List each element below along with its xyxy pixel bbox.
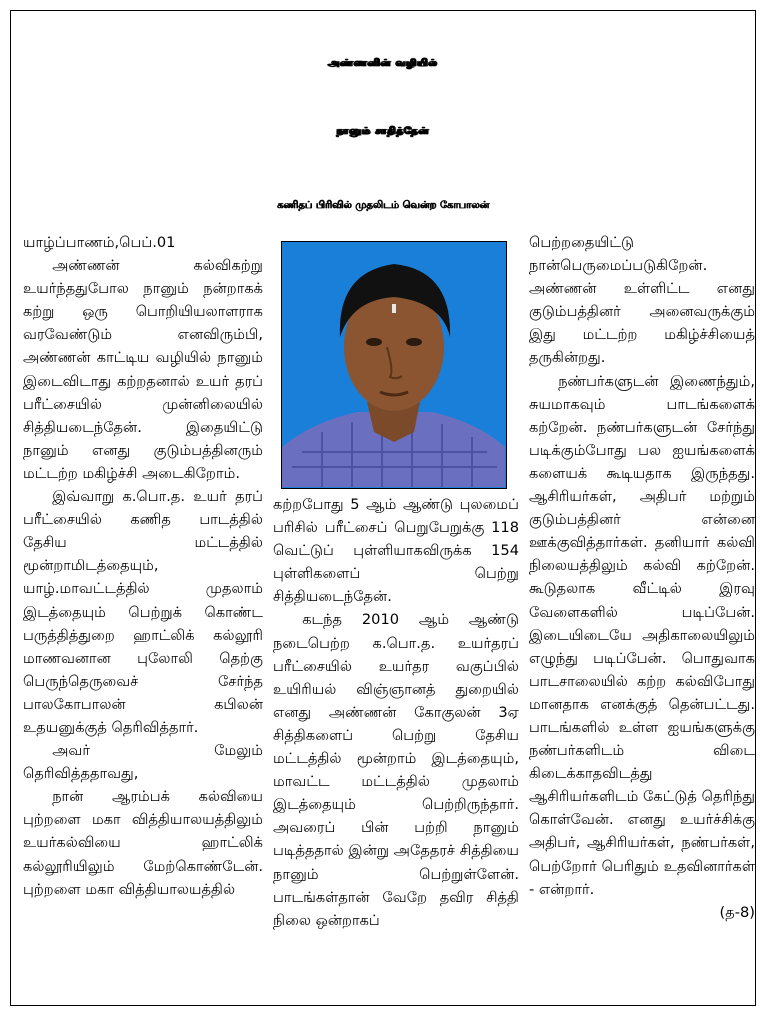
paragraph: நான் ஆரம்பக் கல்வியை புற்றளை மகா வித்தியாலயத்திலும் உயர்கல்வியை ஹாட்லிக் கல்லூரியிலும் மேற்கொண்டேன். புற்றளை மகா வித்தியாலயத்தில் [23, 788, 263, 898]
paragraph: கடந்த 2010 ஆம் ஆண்டு நடைபெற்ற க.பொ.த. உயர்தரப் பரீட்சையில் உயர்தர வகுப்பில் உயிரியல் விஞ்ஞானத் துறையில் எனது அண்ணன் கோகுலன் 3ஏ சித்திகளைப் பெற்று தேசிய மட்டத்தில் மூன்றாம் இடத்தையும், மாவட்ட மட்டத்தில் முதலாம் இடத்தையும் பெற்றிருந்தார். அவரைப் பின் பற்றி நானும் படித்ததால் இன்று அதேதரச் சித்தியை நானும் பெற்றுள்ளேன். பாடங்கள்தான் வேறே தவிர சித்தி நிலை ஒன்றாகப் [273, 611, 519, 929]
article-column-3 [529, 231, 755, 924]
paragraph: அண்ணன் கல்விகற்று உயர்ந்ததுபோல நானும் நன்றாகக் கற்று ஒரு பொறியியலாளராக வரவேண்டும் எனவிரும்பி, அண்ணன் காட்டிய வழியில் நானும் இடைவிடாது கற்றதனால் உயர் தரப் பரீட்சையில் முன்னிலையில் சித்தியடைந்தேன். இதையிட்டு நானும் எனது குடும்பத்தினரும் மட்டற்ற மகிழ்ச்சி அடைகிறோம். [23, 257, 263, 482]
student-photo [281, 241, 507, 489]
dateline: யாழ்ப்பாணம்,பெப்.01 [23, 234, 176, 251]
subheadline: கணிதப் பிரிவில் முதலிடம் வென்ற கோபாலன் [276, 200, 490, 211]
article-column-1 [23, 231, 263, 901]
paragraph: அவர் மேலும் தெரிவித்ததாவது, [23, 742, 263, 783]
reporter-code: (த-8) [719, 903, 755, 921]
headline-line-2: நானும் சாதித்தேன் [336, 126, 430, 137]
paragraph: பெற்றதையிட்டு நான்பெருமைப்படுகிறேன். அண்ணன் உள்ளிட்ட எனது குடும்பத்தினர் அனைவருக்கும் இது மட்டற்ற மகிழ்ச்சியைத் தருகின்றது. [529, 234, 755, 367]
paragraph: கற்றபோது 5 ஆம் ஆண்டு புலமைப் பரிசில் பரீட்சைப் பெறுபேறுக்கு 118 வெட்டுப் புள்ளியாகவிருக்க 154 புள்ளிகளைப் பெற்று சித்தியடைந்தேன். [273, 496, 519, 606]
portrait-image [282, 242, 505, 487]
paragraph: நண்பர்களுடன் இணைந்தும், சுயமாகவும் பாடங்களைக் கற்றேன். நண்பர்களுடன் சேர்ந்து படிக்கும்போது பல ஐயங்களைக் களையக் கூடியதாக இருந்தது. ஆசிரியர்கள், அதிபர் மற்றும் குடும்பத்தினர் என்னை ஊக்குவித்தார்கள். தனியார் கல்வி நிலையத்திலும் கல்வி கற்றேன். கூடுதலாக வீட்டில் இரவு வேளைகளில் படிப்பேன். இடையிடையே அதிகாலையிலும் எழுந்து படிப்பேன். பொதுவாக பாடசாலையில் கற்ற கல்விபோது மானதாக எனக்குத் தென்பட்டது. பாடங்களில் உள்ள ஐயங்களுக்கு நண்பர்களிடம் விடை கிடைக்காதவிடத்து ஆசிரியர்களிடம் கேட்டுத் தெரிந்து கொள்வேன். எனது உயர்ச்சிக்கு அதிபர், ஆசிரியர்கள், நண்பர்கள், பெற்றோர் பெரிதும் உதவினார்கள் - என்றார். [529, 372, 755, 898]
headline-line-1: அண்ணனின் வழியில் [328, 58, 438, 69]
article-column-2 [273, 493, 519, 932]
paragraph: இவ்வாறு க.பொ.த. உயர் தரப் பரீட்சையில் கணித பாடத்தில் தேசிய மட்டத்தில் மூன்றாமிடத்தையும், யாழ்.மாவட்டத்தில் முதலாம் இடத்தையும் பெற்றுக் கொண்ட பருத்தித்துறை ஹாட்லிக் கல்லூரி மாணவனான புலோலி தெற்கு பெருந்தெருவைச் சேர்ந்த பாலகோபாலன் கபிலன் உதயனுக்குத் தெரிவித்தார். [23, 488, 263, 736]
newspaper-clipping [10, 10, 756, 1006]
